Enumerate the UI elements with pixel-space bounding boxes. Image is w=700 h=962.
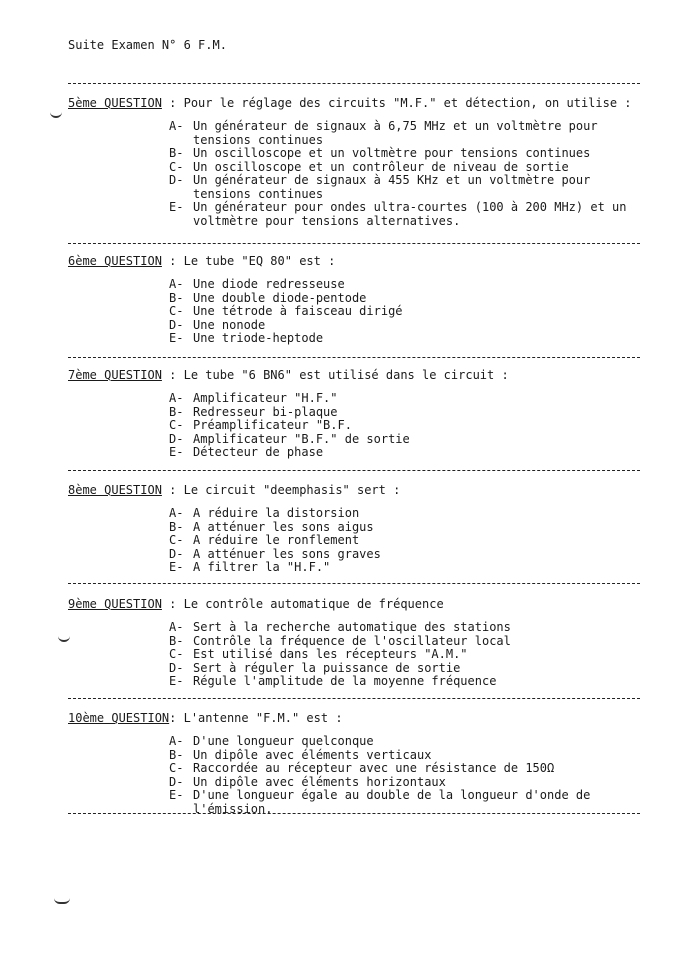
answer-text: Une tétrode à faisceau dirigé: [193, 304, 403, 318]
answer-letter: B-: [169, 633, 184, 648]
answer-option-b: [169, 635, 668, 649]
answer-letter: E-: [169, 200, 184, 214]
dashed-divider: [68, 83, 640, 84]
answer-text: Un oscilloscope et un contrôleur de niveau de sortie: [193, 159, 569, 174]
answer-letter: A-: [169, 391, 184, 405]
answer-option-d: [169, 662, 668, 676]
question-label: 9ème QUESTION: [68, 597, 162, 611]
answer-letter: E-: [169, 788, 184, 802]
question-10: [68, 712, 668, 816]
question-prompt: : Le contrôle automatique de fréquence: [161, 597, 444, 611]
answer-option-c: [169, 305, 668, 319]
answer-letter: C-: [169, 304, 184, 318]
question-heading: [68, 255, 668, 268]
answer-text: Un oscilloscope et un voltmètre pour tensions continues: [193, 146, 591, 160]
answer-text: Sert à réguler la puissance de sortie: [193, 660, 461, 675]
answer-option-a: [169, 735, 668, 749]
dashed-divider: [68, 243, 640, 244]
answer-text: Sert à la recherche automatique des stations: [193, 620, 511, 634]
question-label: 10ème QUESTION: [68, 711, 170, 725]
answer-letter: B-: [169, 519, 184, 534]
answer-letter: D-: [169, 546, 184, 561]
answer-option-e: [169, 446, 668, 460]
answer-letter: B-: [169, 404, 184, 419]
answer-letter: E-: [169, 445, 184, 459]
answer-text: Un dipôle avec éléments verticaux: [193, 747, 432, 762]
answer-option-e: [169, 332, 668, 346]
answer-text: A atténuer les sons aigus: [193, 519, 374, 534]
answer-option-e: [169, 675, 668, 689]
question-heading: [68, 598, 668, 611]
answer-option-e: [169, 789, 668, 816]
answer-text: Amplificateur "B.F." de sortie: [193, 431, 410, 446]
answer-option-c: [169, 648, 668, 662]
answer-letter: C-: [169, 159, 184, 174]
question-prompt: : Le tube "EQ 80" est :: [161, 254, 336, 268]
answer-option-d: [169, 174, 668, 201]
question-9: [68, 598, 668, 689]
answer-text: Un générateur pour ondes ultra-courtes (100 à 200 MHz) et un voltmètre pour tensions alternatives.: [193, 200, 627, 228]
answer-letter: B-: [169, 290, 184, 305]
question-prompt: : Le circuit "deemphasis" sert :: [161, 483, 401, 497]
answer-list: [169, 507, 668, 575]
answer-option-c: [169, 762, 668, 776]
answer-letter: D-: [169, 317, 184, 332]
answer-letter: B-: [169, 146, 184, 160]
answer-letter: C-: [169, 761, 184, 775]
answer-text: Un dipôle avec éléments horizontaux: [193, 774, 446, 789]
answer-letter: E-: [169, 560, 184, 574]
question-prompt: : Pour le réglage des circuits "M.F." et détection, on utilise :: [161, 96, 632, 110]
answer-letter: A-: [169, 734, 184, 748]
question-7: [68, 369, 668, 460]
answer-text: Un générateur de signaux à 6,75 MHz et un voltmètre pour tensions continues: [193, 119, 598, 147]
answer-option-d: [169, 548, 668, 562]
answer-letter: D-: [169, 173, 184, 187]
answer-text: Amplificateur "H.F.": [193, 391, 338, 405]
answer-letter: E-: [169, 331, 184, 345]
answer-text: Une diode redresseuse: [193, 277, 345, 291]
answer-letter: D-: [169, 774, 184, 789]
answer-list: [169, 392, 668, 460]
answer-text: Régule l'amplitude de la moyenne fréquence: [193, 674, 497, 688]
answer-text: A filtrer la "H.F.": [193, 560, 331, 574]
answer-option-a: [169, 392, 668, 406]
answer-text: A atténuer les sons graves: [193, 546, 381, 561]
answer-option-a: [169, 621, 668, 635]
answer-text: D'une longueur quelconque: [193, 734, 374, 748]
answer-option-b: [169, 749, 668, 763]
answer-letter: A-: [169, 620, 184, 634]
answer-option-d: [169, 433, 668, 447]
answer-text: Est utilisé dans les récepteurs "A.M.": [193, 647, 468, 661]
question-heading: [68, 369, 668, 382]
answer-option-c: [169, 419, 668, 433]
answer-option-b: [169, 521, 668, 535]
answer-letter: B-: [169, 747, 184, 762]
answer-text: A réduire la distorsion: [193, 506, 360, 520]
page-title: Suite Examen N° 6 F.M.: [68, 38, 227, 52]
answer-letter: A-: [169, 119, 184, 133]
answer-option-c: [169, 161, 668, 175]
dashed-divider: [68, 470, 640, 471]
answer-list: [169, 621, 668, 689]
answer-text: Une double diode-pentode: [193, 290, 367, 305]
answer-list: [169, 278, 668, 346]
answer-option-b: [169, 147, 668, 161]
answer-text: Une triode-heptode: [193, 331, 324, 345]
answer-text: Un générateur de signaux à 455 KHz et un voltmètre pour tensions continues: [193, 173, 591, 201]
answer-letter: E-: [169, 674, 184, 688]
question-prompt: : L'antenne "F.M." est :: [169, 711, 343, 725]
answer-text: D'une longueur égale au double de la longueur d'onde de l'émission.: [193, 788, 591, 816]
question-6: [68, 255, 668, 346]
answer-option-e: [169, 201, 668, 228]
answer-text: Redresseur bi-plaque: [193, 404, 338, 419]
question-label: 5ème QUESTION: [68, 96, 162, 110]
answer-list: [169, 735, 668, 816]
answer-option-b: [169, 406, 668, 420]
answer-letter: C-: [169, 647, 184, 661]
dashed-divider: [68, 698, 640, 699]
question-heading: [68, 712, 668, 725]
answer-option-e: [169, 561, 668, 575]
answer-text: Préamplificateur "B.F.: [193, 418, 352, 432]
answer-text: Raccordée au récepteur avec une résistance de 150Ω: [193, 761, 555, 775]
dashed-divider: [68, 357, 640, 358]
answer-option-d: [169, 776, 668, 790]
answer-text: Détecteur de phase: [193, 445, 324, 459]
answer-letter: D-: [169, 660, 184, 675]
answer-letter: A-: [169, 277, 184, 291]
pen-mark: [50, 112, 62, 118]
question-heading: [68, 484, 668, 497]
answer-text: A réduire le ronflement: [193, 533, 360, 547]
question-8: [68, 484, 668, 575]
question-5: [68, 97, 668, 228]
answer-option-a: [169, 278, 668, 292]
answer-option-b: [169, 292, 668, 306]
question-label: 8ème QUESTION: [68, 483, 162, 497]
answer-option-c: [169, 534, 668, 548]
dashed-divider: [68, 583, 640, 584]
question-heading: [68, 97, 668, 110]
question-label: 7ème QUESTION: [68, 368, 162, 382]
answer-letter: A-: [169, 506, 184, 520]
answer-letter: D-: [169, 431, 184, 446]
answer-option-d: [169, 319, 668, 333]
pen-mark: [54, 898, 70, 904]
answer-list: [169, 120, 668, 228]
answer-option-a: [169, 120, 668, 147]
answer-option-a: [169, 507, 668, 521]
question-label: 6ème QUESTION: [68, 254, 162, 268]
answer-letter: C-: [169, 533, 184, 547]
answer-text: Contrôle la fréquence de l'oscillateur local: [193, 633, 511, 648]
answer-text: Une nonode: [193, 317, 266, 332]
answer-letter: C-: [169, 418, 184, 432]
question-prompt: : Le tube "6 BN6" est utilisé dans le circuit :: [161, 368, 509, 382]
